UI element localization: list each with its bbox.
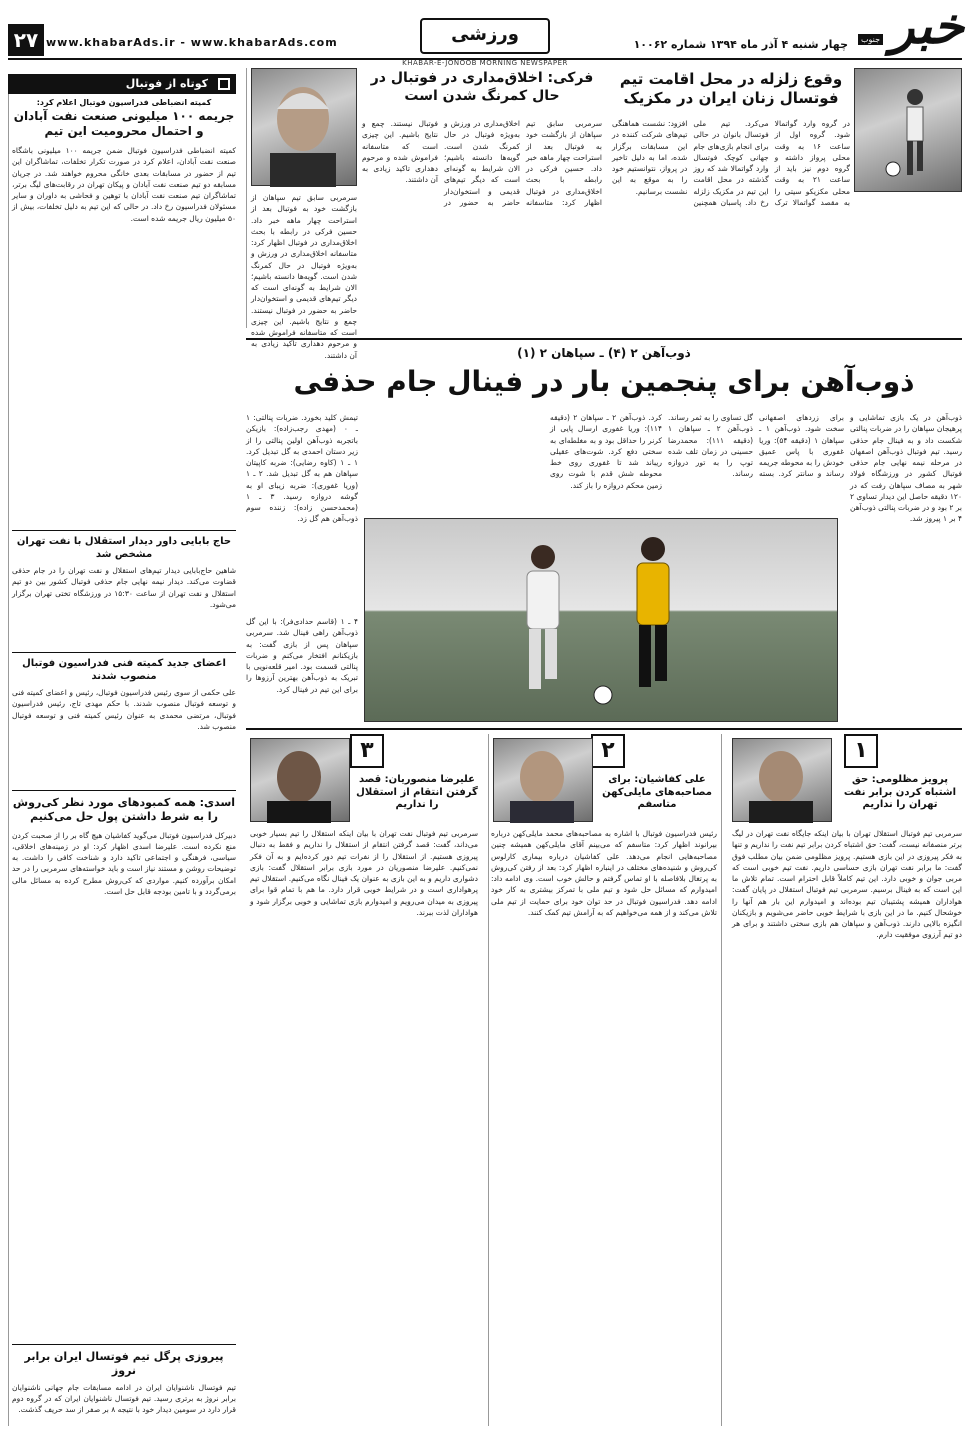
sidebar-header	[8, 74, 236, 94]
main-col-2: برای زردهای اصفهانی سخت شود. ذوب‌آهن ۱ ـ سپاهان ۱ (دقیقه ۵۴): وریا غفوری با پاس عمیق خودش را به محوطه جریمه رساند و سانتر کرد. بسته گل تساوی را به ثمر رساند. ذوب‌آهن ۲ ـ سپاهان ۱ (دقیقه ۱۱۱): محمدرضا حسینی در زمان تلف شده توپ را به تور دروازه رساند.	[668, 413, 845, 479]
sidebar-news-1	[12, 98, 236, 475]
page-number: ۲۷	[8, 24, 44, 56]
portrait-figure	[250, 69, 356, 187]
logo	[858, 2, 964, 58]
bottom-col-3	[246, 734, 482, 1426]
portrait-figure	[492, 739, 592, 823]
masthead-english: KHABAR-E-JONOOB MORNING NEWSPAPER	[402, 59, 568, 67]
main-col-3: کرد. ذوب‌آهن ۲ ـ سپاهان ۲ (دقیقه ۱۱۴): وریا غفوری ارسال پایی از کرنر را حداقل بود و به مغلطه‌ای به سختی دفع کرد. شوت‌های عقیلی ریباند شد تا غفوری روی خط محوطه شش قدم با شوت روی زمین محکم دروازه را باز کند.	[550, 413, 662, 490]
sidebar-divider	[12, 790, 236, 791]
bottom-col-3-title: علیرضا منصوریان: قصد گرفتن انتقام از استقلال را نداریم	[356, 774, 478, 810]
sidebar-news-3	[12, 658, 236, 807]
bottom-col-1-title: پرویز مظلومی: حق اشتباه کردن برابر نفت تهران را نداریم	[843, 774, 957, 810]
earthquake-title: وقوع زلزله در محل اقامت تیم فوتسال زنان ایران در مکزیک	[619, 70, 843, 107]
sidebar-news-2	[12, 536, 236, 665]
faraki-body-extra: سرمربی سابق تیم سپاهان از بازگشت خود به فوتبال بعد از استراحت چهار ماهه خبر داد. حسین فرکی در رابطه با بحث اخلاق‌مداری در فوتبال اظهار کرد: متاسفانه اخلاق‌مداری در ورزش و به‌ویژه فوتبال در حال کمرنگ شدن است. گویه‌ها دانسته باشیم؛ الان شرایط به گونه‌ای است که دیگر تیم‌های قدیمی و استخوان‌دار حاضر به حضور در فوتبال نیستند. چمع و نتایج باشیم. این چیزی است که متاسفانه فراموش شده و مرحوم دهداری تاکید زیادی به آن داشتند.	[251, 193, 357, 360]
sidebar-divider	[12, 652, 236, 653]
sidebar-news-4	[12, 796, 236, 1330]
news-4-title: اسدی: همه کمبودهای مورد نظر کی‌روش را به شرط داشتن پول حل می‌کنیم	[12, 796, 236, 823]
news-1-body: کمیته انضباطی فدراسیون فوتبال ضمن جریمه ۱۰۰ میلیونی باشگاه صنعت نفت آبادان، اعلام کرد در صورت تکرار تخلفات، تماشاگران این تیم از حضور در مسابقات بعدی خانگی محروم خواهند شد. در جریان مسابقه دو تیم صنعت نفت آبادان و پیکان تهران در رقابت‌های لیگ برتر، تماشاگران تیم صنعت نفت آبادان با توهین و فحاشی به داوران و سایر مسئولان فدراسیون رخ داد. در حالی که این تیم به دلیل تخلفات، بیش از ۵۰ میلیون ریال جریمه شده است.	[12, 146, 236, 223]
news-3-body: علی حکمی از سوی رئیس فدراسیون فوتبال، رئیس و اعضای کمیته فنی و توسعه فوتبال منصوب شدند. با حکم مهدی تاج، رئیس فدراسیون فوتبال، مرتضی محمدی به عنوان رئیس کمیته فنی و توسعه فوتبال منصوب شد.	[12, 688, 236, 731]
number-badge: ۲	[591, 734, 625, 768]
earthquake-body: در گروه وارد گواتمالا شود. گروه اول از ساعت ۱۶ به وقت محلی پرواز داشته و گروه دوم نیز باید از ساعت ۲۱ به وقت محلی مکزیکو سیتی را به مقصد گواتمالا ترک می‌کرد. تیم ملی فوتسال بانوان در حالی برای انجام بازی‌های جام جهانی کوچک فوتسال وارد گواتمالا شد که روز گذشته در محل اقامت این تیم در مکزیک زلزله رخ داد. پاسبان همچنین افزود: نشست هماهنگی تیم‌های شرکت کننده در این مسابقات برگزار شده، اما به دلیل تاخیر در پرواز، نتوانستیم خود را به موقع به این نشست برسانیم.	[612, 119, 851, 207]
top-story-earthquake	[612, 68, 962, 328]
portrait-figure	[731, 739, 831, 823]
faraki-title: فرکی: اخلاق‌مداری در فوتبال در حال کمرنگ شدن است	[370, 70, 594, 104]
faraki-photo	[251, 68, 357, 186]
news-2-body: شاهین حاج‌بابایی دیدار تیم‌های استقلال و نفت تهران را در جام حذفی قضاوت می‌کند. دیدار نیمه نهایی جام حذفی فوتبال کشور بین دو تیم استقلال و نفت تهران از ساعت ۱۵:۳۰ در ورزشگاه تختی تهران برگزار می‌شود.	[12, 566, 236, 609]
main-title: ذوب‌آهن برای پنجمین بار در فینال جام حذفی	[293, 365, 915, 398]
number-badge: ۳	[350, 734, 384, 768]
date-line: چهار شنبه ۴ آذر ماه ۱۳۹۴ شماره ۱۰۰۶۲	[633, 38, 848, 51]
main-kicker: ذوب‌آهن ۲ (۴) ـ سپاهان ۲ (۱)	[517, 346, 691, 360]
section-label	[420, 18, 550, 58]
main-col-5: ۴ ـ ۱ (قاسم حدادی‌فر): با این گل ذوب‌آهن راهی فینال شد. سرمربی سپاهان پس از بازی گفت: به بازیکنانم افتخار می‌کنم و ضربات پنالتی قسمت بود. امیر قلعه‌نویی با تبریک به ذوب‌آهن بهترین آرزوها را برای این تیم در فینال کرد.	[246, 617, 358, 694]
portrait-figure	[249, 739, 349, 823]
news-5-body: تیم فوتسال ناشنوایان ایران در ادامه مسابقات جام جهانی ناشنوایان برابر نروژ به برتری رسید. تیم فوتسال ناشنوایان ایران که در گروه دوم قرار دارد در سومین دیدار خود با نتیجه ۸ بر صفر از سد حریف گذشت.	[12, 1382, 236, 1414]
sidebar-divider	[12, 1344, 236, 1345]
news-1-title: جریمه ۱۰۰ میلیونی صنعت نفت آبادان و احتمال محرومیت این تیم	[13, 109, 235, 138]
bottom-col-3-body: سرمربی تیم فوتبال نفت تهران با بیان اینکه استقلال را تیم بسیار خوبی می‌داند، گفت: قصد گرفتن انتقام از استقلال را نداریم و فقط به دنبال پیروزی هستیم. از استقلال را از نفرات تیم دور کرده‌ایم و به آن فکر نمی‌کنیم. علیرضا منصوریان در مورد بازی برابر استقلال گفت: بازی دشواری داریم و به این بازی به عنوان یک فینال نگاه می‌کنیم. استقلال تیم پرهواداری است و در شرایط خوبی قرار دارد. ما هم با تمام قوا برای پیروزی به میدان می‌رویم و امیدوارم بازی تماشایی و خوبی برگزار شود و هواداران لذت ببرند.	[250, 829, 478, 917]
player-figure	[853, 69, 961, 193]
website[interactable]: www.khabarAds.ir - www.khabarAds.com	[46, 36, 338, 49]
faraki-body: سرمربی سابق تیم سپاهان از بازگشت خود به فوتبال بعد از استراحت چهار ماهه خبر داد. حسین فرکی در رابطه با بحث اخلاق‌مداری در فوتبال اظهار کرد: متاسفانه اخلاق‌مداری در ورزش و به‌ویژه فوتبال در حال کمرنگ شدن است. گویه‌ها دانسته باشیم؛ الان شرایط به گونه‌ای است که دیگر تیم‌های قدیمی و استخوان‌دار حاضر به حضور در فوتبال نیستند. چمع و نتایج باشیم. این چیزی است که متاسفانه فراموش شده و مرحوم دهداری تاکید زیادی به آن داشتند.	[362, 119, 602, 207]
sidebar-news-5	[12, 1350, 236, 1442]
news-2-title: حاج بابایی داور دیدار استقلال با نفت تهران مشخص شد	[16, 536, 232, 560]
bottom-col-2	[488, 734, 722, 1426]
bottom-col-1-body: سرمربی تیم فوتبال استقلال تهران با بیان اینکه جایگاه نفت تهران در لیگ برتر منصفانه نیست، گفت: حق اشتباه کردن برابر تیم نفت را نداریم و تنها به فکر پیروزی در این بازی هستیم. پرویز مظلومی ضمن بیان مطلب فوق گفت: ما برابر نفت تهران بازی حساسی داریم. نفت تیم خوبی است که مربی جوان و خوبی دارد. این تیم کاملاً قابل احترام است. تمام تلاش ما این است که به فینال برسیم. سرمربی تیم فوتبال استقلال در پایان گفت: هواداران همیشه پشتیبان تیم بوده‌اند و امیدوارم این بار هم آنها را خوشحال کنیم. ما در این بازی با شرایط خوبی حاضر می‌شویم و بازیکنان انگیزه بالایی دارند. ذوب‌آهن و سپاهان هم بازی سختی داشتند و برای هر دو تیم آرزوی موفقیت دارم.	[732, 829, 962, 940]
news-1-lead: کمیته انضباطی فدراسیون فوتبال اعلام کرد:	[36, 98, 212, 107]
main-col-1: ذوب‌آهن در یک بازی تماشایی و پرهیجان سپاهان را در ضربات پنالتی شکست داد و به فینال جام حذفی رسید. تیم فوتبال ذوب‌آهن اصفهان در مرحله نیمه نهایی جام حذفی فوتبال کشور در ورزشگاه فولاد شهر به مصاف سپاهان رفت که در ۱۲۰ دقیقه حاصل این دیدار تساوی ۲ بر ۲ بود و در ضربات پنالتی ذوب‌آهن ۴ بر ۱ پیروز شد.	[850, 413, 962, 524]
mazloumi-photo	[732, 738, 832, 822]
news-5-title: پیروزی پرگل تیم فوتسال ایران برابر نروز	[24, 1350, 224, 1377]
main-story	[246, 338, 962, 722]
bottom-col-2-body: رئیس فدراسیون فوتبال با اشاره به مصاحبه‌های محمد مایلی‌کهن درباره بیرانوند اظهار کرد: متاسفم که می‌بینم آقای مایلی‌کهن همیشه چنین مصاحبه‌هایی انجام می‌دهد. علی کفاشیان درباره بیماری کارلوس کی‌روش و شنیده‌های مختلف در اینباره اظهار کرد: بعد از رفتن کی‌روش به پرتغال بلافاصله با او تماس گرفتم و حالش خوب است. وی ادامه داد: امیدوارم که مسائل حل شود و تیم ملی با تمرکز بیشتری به کار خود ادامه دهد. فدراسیون فوتبال در حد توان خود برای حمایت از تیم ملی تلاش می‌کند و از همه می‌خواهیم که به آرامش تیم کمک کنند.	[491, 829, 717, 917]
square-icon	[218, 78, 230, 90]
number-badge: ۱	[844, 734, 878, 768]
main-col-4: تیمش کلید بخورد. ضربات پنالتی: ۱ ـ ۰ (مهدی رجب‌زاده): بازیکن باتجربه ذوب‌آهن اولین پنالتی را از زیر دستان احمدی به گل تبدیل کرد. ۱ ـ ۱ (کاوه رضایی): ضربه کاپیتان سپاهان هم به گل تبدیل شد. ۲ ـ ۱ (وریا غفوری): ضربه زیبای او به گوشه دروازه رسید. ۳ ـ ۱ (محمدحسن زاده): زننده سوم ذوب‌آهن هم گل زد.	[246, 413, 358, 524]
sidebar-divider	[12, 530, 236, 531]
match-photo	[364, 518, 838, 722]
logo-text: خبر	[890, 0, 964, 55]
section-title: ورزشی	[451, 24, 519, 45]
bottom-col-1	[728, 734, 962, 1426]
futsal-photo	[854, 68, 962, 192]
news-4-body: دبیرکل فدراسیون فوتبال می‌گوید کفاشیان هیچ گاه بر را از صحبت کردن منع نکرده است. علیرضا اسدی اظهار کرد: او در زمینه‌های اخلاقی، سیاسی، فرهنگی و اجتماعی تاکید دارد و شناخت کافی را داشت. به توضیحات روشن و مستند نیاز است و باید خواسته‌های سرمربی را در حد امکان برآورده کنیم. مواردی که کی‌روش مطرح کرده به مسائل مالی برمی‌گردد و با تامین بودجه قابل حل است.	[12, 830, 236, 896]
players-illustration	[363, 519, 837, 723]
news-3-title: اعضای جدید کمیته فنی فدراسیون فوتبال منصوب شدند	[22, 658, 226, 682]
logo-badge: جنوب	[858, 34, 883, 45]
bottom-col-2-title: علی کفاشیان: برای مصاحبه‌های مایلی‌کهن متاسفم	[602, 774, 712, 810]
mansourian-photo	[250, 738, 350, 822]
kafashian-photo	[493, 738, 593, 822]
sidebar	[8, 74, 236, 1426]
masthead	[0, 0, 970, 66]
sidebar-header-text: کوتاه از فوتبال	[125, 77, 208, 90]
bottom-divider	[246, 728, 962, 730]
